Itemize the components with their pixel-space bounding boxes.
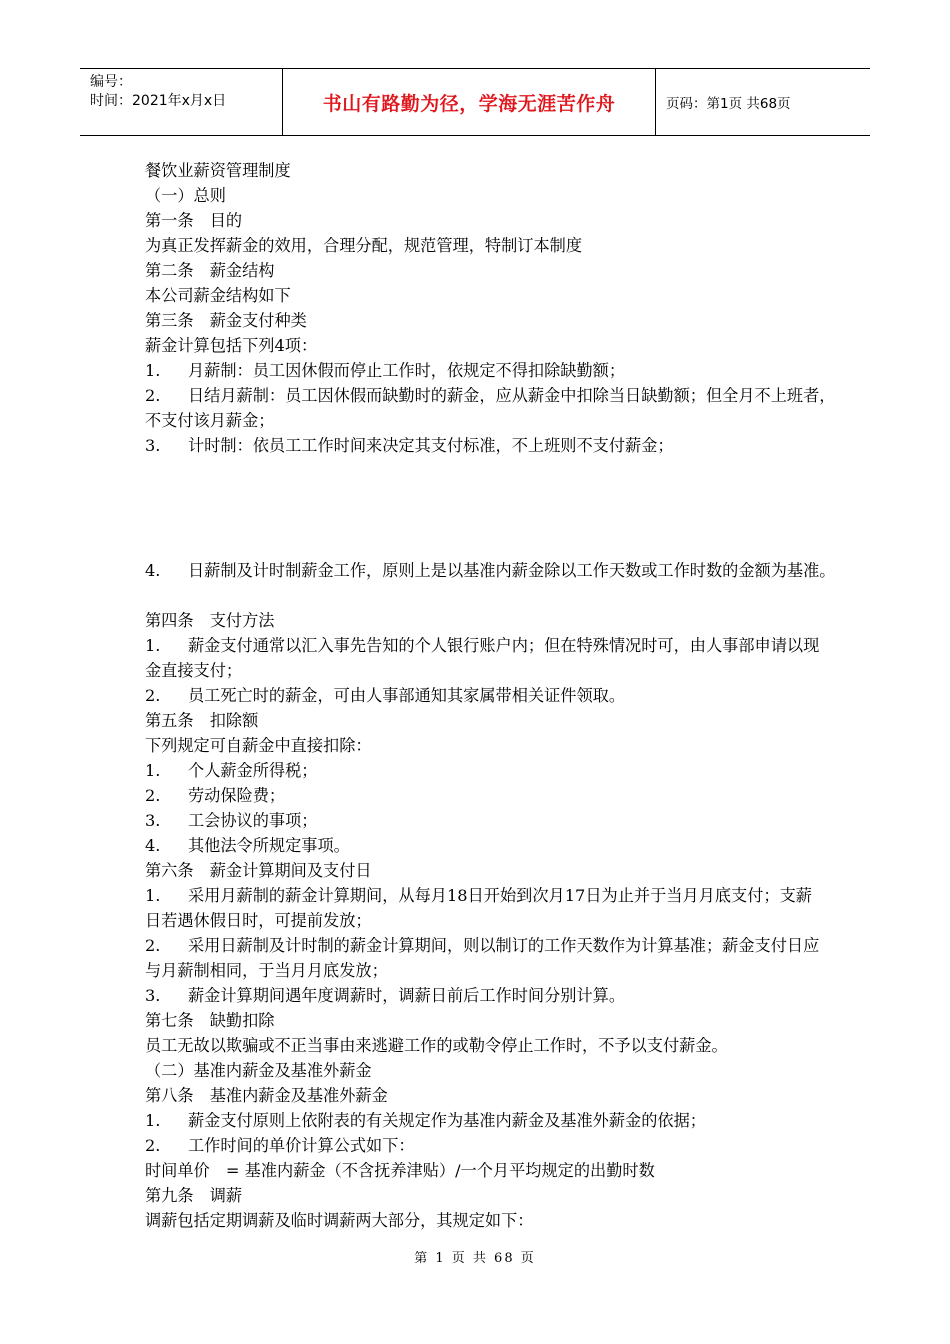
article-title: 第三条 薪金支付种类 [145, 311, 307, 330]
article-text: 为真正发挥薪金的效用，合理分配，规范管理，特制订本制度 [145, 236, 583, 255]
list-number: 1. [145, 761, 161, 780]
list-text: 劳动保险费； [188, 786, 286, 805]
article-text: 本公司薪金结构如下 [145, 286, 291, 305]
list-number: 4. [145, 561, 161, 580]
section-heading: （一）总则 [145, 186, 226, 205]
list-number: 3. [145, 436, 161, 455]
article-text: 员工无故以欺骗或不正当事由来逃避工作的或勒令停止工作时，不予以支付薪金。 [145, 1036, 728, 1055]
list-item [145, 633, 950, 658]
list-number: 1. [145, 1111, 161, 1130]
list-number: 1. [145, 886, 161, 905]
list-text-continued: 日若遇休假日时，可提前发放； [145, 911, 372, 930]
motto-text: 书山有路勤为径，学海无涯苦作舟 [322, 92, 616, 115]
article-title: 第六条 薪金计算期间及支付日 [145, 861, 372, 880]
list-text: 薪金支付原则上依附表的有关规定作为基准内薪金及基准外薪金的依据； [188, 1111, 706, 1130]
blank-line [145, 458, 950, 483]
document-body [145, 158, 950, 1233]
list-text: 月薪制：员工因休假而停止工作时，依规定不得扣除缺勤额； [188, 361, 626, 380]
list-number: 1. [145, 361, 161, 380]
header-motto-cell [282, 69, 656, 135]
list-number: 2. [145, 786, 161, 805]
list-item [145, 683, 950, 708]
list-text-continued: 金直接支付； [145, 661, 243, 680]
article-text: 调薪包括定期调薪及临时调薪两大部分，其规定如下： [145, 1211, 534, 1230]
list-item [145, 383, 950, 408]
page-footer: 第 1 页 共 68 页 [414, 1251, 536, 1266]
list-text: 薪金计算期间遇年度调薪时，调薪日前后工作时间分别计算。 [188, 986, 626, 1005]
list-text: 个人薪金所得税； [188, 761, 318, 780]
article-title: 第五条 扣除额 [145, 711, 259, 730]
blank-line [145, 583, 950, 608]
list-text: 日结月薪制：员工因休假而缺勤时的薪金，应从薪金中扣除当日缺勤额；但全月不上班者， [188, 386, 836, 405]
list-item [145, 758, 950, 783]
article-title: 第八条 基准内薪金及基准外薪金 [145, 1086, 388, 1105]
list-number: 3. [145, 811, 161, 830]
article-title: 第二条 薪金结构 [145, 261, 275, 280]
list-text: 工作时间的单价计算公式如下： [188, 1136, 415, 1155]
list-item [145, 433, 950, 458]
list-text-continued: 不支付该月薪金； [145, 411, 275, 430]
article-title: 第七条 缺勤扣除 [145, 1011, 275, 1030]
list-item [145, 783, 950, 808]
formula-text: 时间单价 = 基准内薪金（不含抚养津贴）/一个月平均规定的出勤时数 [145, 1161, 655, 1180]
page-info: 页码：第1页 共68页 [666, 96, 791, 112]
list-number: 1. [145, 636, 161, 655]
list-item [145, 833, 950, 858]
list-number: 2. [145, 686, 161, 705]
list-item [145, 883, 950, 908]
list-text: 薪金支付通常以汇入事先告知的个人银行账户内；但在特殊情况时可，由人事部申请以现 [188, 636, 820, 655]
list-item [145, 983, 950, 1008]
list-item [145, 1133, 950, 1158]
article-title: 第四条 支付方法 [145, 611, 275, 630]
section-heading: （二）基准内薪金及基准外薪金 [145, 1061, 372, 1080]
header-meta-cell [80, 69, 282, 135]
list-number: 3. [145, 986, 161, 1005]
blank-line [145, 483, 950, 508]
header-page-cell [656, 69, 870, 135]
list-item [145, 1108, 950, 1133]
list-number: 2. [145, 936, 161, 955]
list-number: 4. [145, 836, 161, 855]
list-number: 2. [145, 386, 161, 405]
article-title: 第九条 调薪 [145, 1186, 243, 1205]
list-text-continued: 与月薪制相同，于当月月底发放； [145, 961, 388, 980]
date-label: 时间：2021年x月x日 [90, 93, 227, 109]
list-item [145, 808, 950, 833]
list-item [145, 933, 950, 958]
article-text: 薪金计算包括下列4项： [145, 336, 318, 355]
list-item [145, 358, 950, 383]
list-text: 员工死亡时的薪金，可由人事部通知其家属带相关证件领取。 [188, 686, 626, 705]
list-text: 其他法令所规定事项。 [188, 836, 350, 855]
article-title: 第一条 目的 [145, 211, 243, 230]
blank-line [145, 508, 950, 533]
list-item [145, 558, 950, 583]
header-table [80, 68, 870, 136]
list-number: 2. [145, 1136, 161, 1155]
blank-line [145, 533, 950, 558]
list-text: 工会协议的事项； [188, 811, 318, 830]
list-text: 采用日薪制及计时制的薪金计算期间，则以制订的工作天数作为计算基准；薪金支付日应 [188, 936, 820, 955]
document-title: 餐饮业薪资管理制度 [145, 161, 291, 180]
list-text: 计时制：依员工工作时间来决定其支付标准，不上班则不支付薪金； [188, 436, 674, 455]
article-text: 下列规定可自薪金中直接扣除： [145, 736, 372, 755]
list-text: 采用月薪制的薪金计算期间，从每月18日开始到次月17日为止并于当月月底支付；支薪 [188, 886, 812, 905]
list-text: 日薪制及计时制薪金工作，原则上是以基准内薪金除以工作天数或工作时数的金额为基准。 [188, 561, 836, 580]
serial-number-label: 编号： [90, 74, 132, 90]
